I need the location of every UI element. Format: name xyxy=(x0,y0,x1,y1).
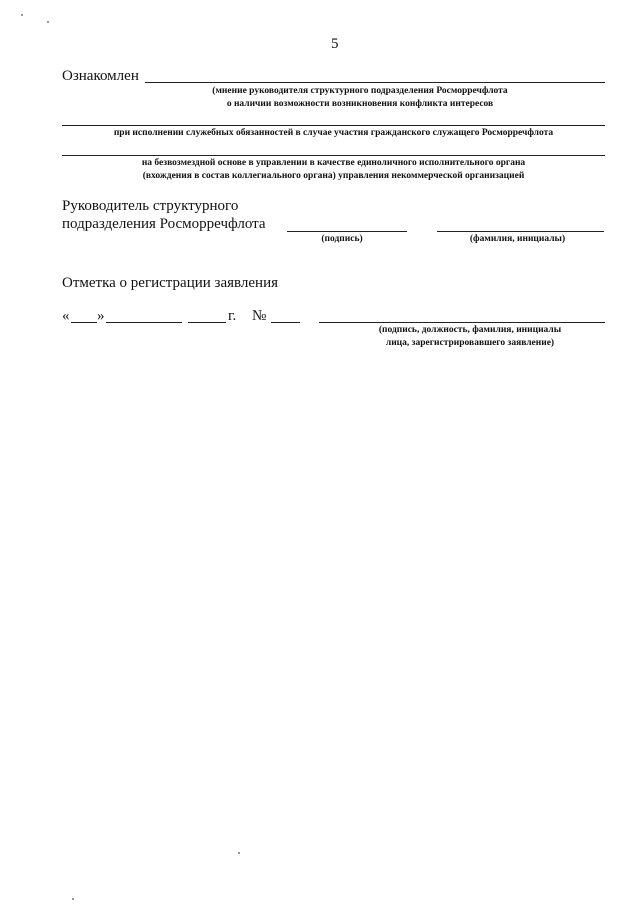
acknowledged-note-line3: при исполнении служебных обязанностей в случае участия гражданского служащего Росморречфлота xyxy=(113,128,554,138)
scan-speck xyxy=(72,898,74,900)
signature-line xyxy=(287,231,407,232)
registrar-line xyxy=(319,322,605,323)
number-line xyxy=(271,322,300,323)
acknowledged-note-line5: (вхождения в состав коллегиального органа) управления некоммерческой организацией xyxy=(142,171,525,181)
date-quote-close: » xyxy=(97,308,105,324)
acknowledged-line-2 xyxy=(62,125,605,126)
head-label-line2: подразделения Росморречфлота xyxy=(62,216,266,232)
name-line xyxy=(437,231,604,232)
registrar-caption-line1: (подпись, должность, фамилия, инициалы xyxy=(378,325,562,335)
signature-caption: (подпись) xyxy=(321,234,363,244)
year-suffix: г. xyxy=(228,308,237,324)
acknowledged-note-line2: о наличии возможности возникновения конфликта интересов xyxy=(226,99,494,109)
registrar-caption-line2: лица, зарегистрировавшего заявление) xyxy=(385,338,555,348)
acknowledged-line-3 xyxy=(62,155,605,156)
day-line xyxy=(71,322,97,323)
page-number: 5 xyxy=(331,36,339,52)
month-line xyxy=(106,322,182,323)
scan-speck xyxy=(21,14,23,16)
acknowledged-line xyxy=(145,82,605,83)
scan-speck xyxy=(238,852,240,854)
name-caption: (фамилия, инициалы) xyxy=(469,234,566,244)
registration-title: Отметка о регистрации заявления xyxy=(62,275,278,291)
acknowledged-note-line1: (мнение руководителя структурного подразделения Росморречфлота xyxy=(212,86,508,96)
year-line xyxy=(188,322,226,323)
scan-speck xyxy=(47,21,49,23)
date-quote-open: « xyxy=(62,308,70,324)
acknowledged-label: Ознакомлен xyxy=(62,68,139,84)
number-sign: № xyxy=(252,308,267,324)
head-label-line1: Руководитель структурного xyxy=(62,198,239,214)
acknowledged-note-line4: на безвозмездной основе в управлении в качестве единоличного исполнительного органа xyxy=(141,158,526,168)
